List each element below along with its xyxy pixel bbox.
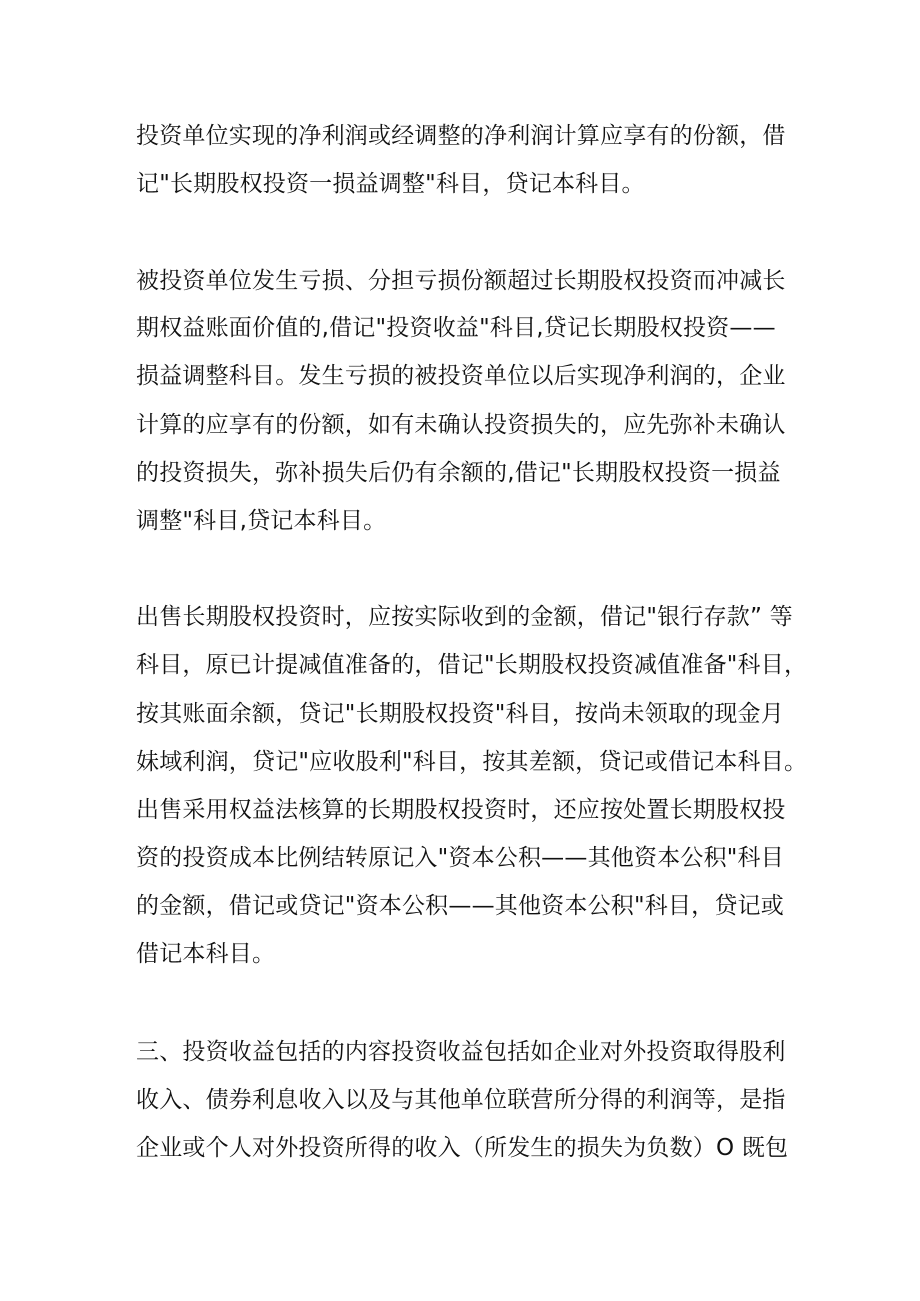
paragraph-2-line-6: 调整"科目,贷记本科目。 bbox=[136, 508, 387, 534]
paragraph-2-line-3: 损益调整科目。发生亏损的被投资单位以后实现净利润的，企业 bbox=[136, 363, 786, 389]
paragraph-3-line-7: 的金额，借记或贷记"资本公积——其他资本公积"科目，贷记或 bbox=[136, 893, 784, 919]
paragraph-2-line-2: 期权益账面价值的,借记"投资收益"科目,贷记长期股权投资—— bbox=[136, 315, 776, 341]
paragraph-3-line-3: 按其账面余额，贷记"长期股权投资"科目，按尚未领取的现金月 bbox=[136, 701, 784, 727]
paragraph-1-line-1: 投资单位实现的净利润或经调整的净利润计算应享有的份额，借 bbox=[136, 123, 786, 149]
paragraph-3-line-1: 出售长期股权投资时，应按实际收到的金额，借记"银行存款” 等 bbox=[136, 604, 793, 630]
paragraph-3-line-6: 资的投资成本比例结转原记入"资本公积——其他资本公积"科目 bbox=[136, 845, 784, 871]
paragraph-4-line-3: 企业或个人对外投资所得的收入（所发生的损失为负数）O 既包 bbox=[136, 1135, 789, 1161]
paragraph-4-line-1: 三、投资收益包括的内容投资收益包括如企业对外投资取得股利 bbox=[136, 1039, 786, 1065]
paragraph-3-line-2: 科目，原已计提减值准备的，借记"长期股权投资减值准备"科目， bbox=[136, 652, 808, 678]
paragraph-4-line-2: 收入、债券利息收入以及与其他单位联营所分得的利润等，是指 bbox=[136, 1087, 786, 1113]
paragraph-2-line-5: 的投资损失，弥补损失后仍有余额的,借记"长期股权投资一损益 bbox=[136, 460, 781, 486]
paragraph-3-line-5: 出售采用权益法核算的长期股权投资时，还应按处置长期股权投 bbox=[136, 797, 786, 823]
paragraph-2-line-1: 被投资单位发生亏损、分担亏损份额超过长期股权投资而冲减长 bbox=[136, 268, 786, 294]
paragraph-3-line-8: 借记本科目。 bbox=[136, 941, 276, 967]
paragraph-3-line-4: 妹域利润，贷记"应收股利"科目，按其差额，贷记或借记本科目。 bbox=[136, 749, 808, 775]
paragraph-2-line-4: 计算的应享有的份额，如有未确认投资损失的，应先弥补未确认 bbox=[136, 412, 786, 438]
paragraph-1-line-2: 记"长期股权投资一损益调整"科目，贷记本科目。 bbox=[136, 171, 645, 197]
